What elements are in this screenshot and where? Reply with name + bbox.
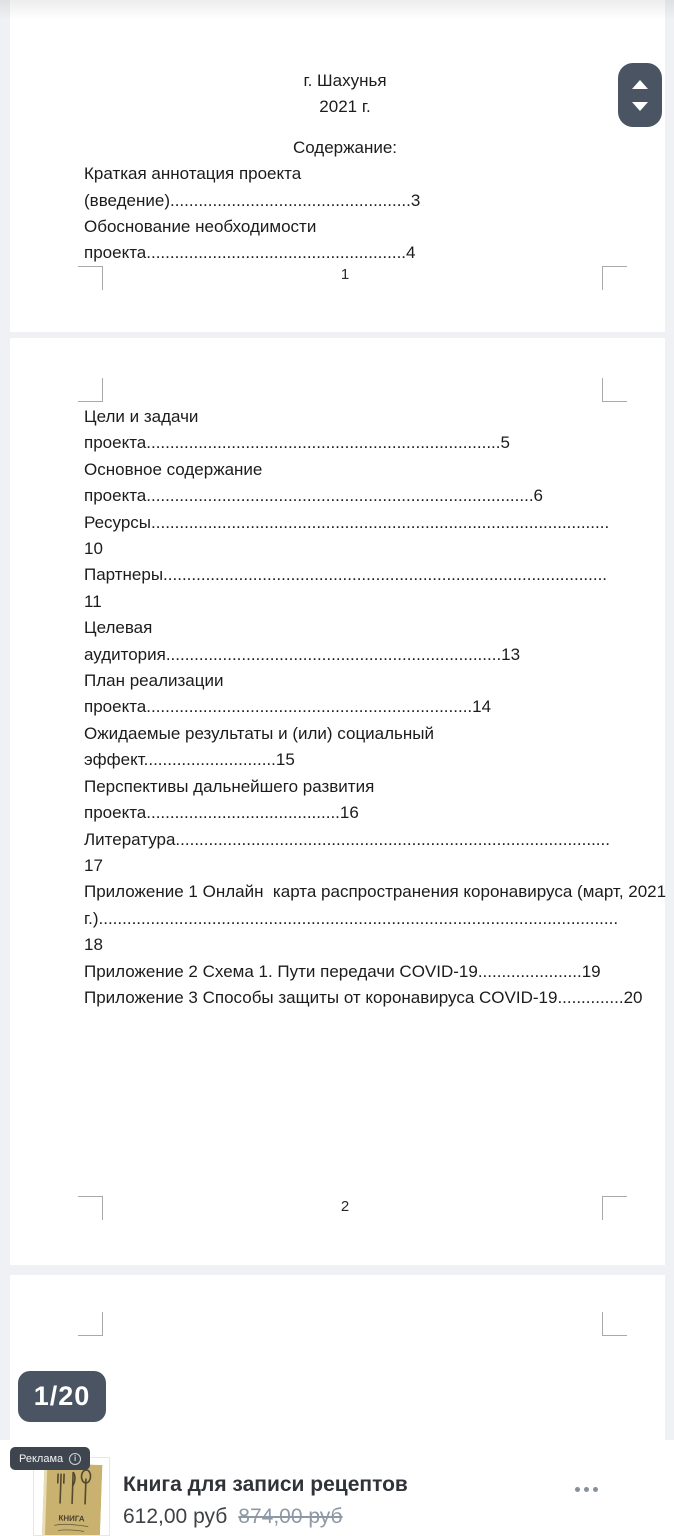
ad-label-badge[interactable] — [10, 1447, 90, 1470]
crop-mark-top-left — [78, 1312, 103, 1336]
crop-mark-bottom-right — [602, 1196, 627, 1220]
info-icon: i — [69, 1453, 81, 1465]
toc-line: Содержание: — [292, 137, 398, 157]
book-cover-art — [42, 1463, 103, 1536]
toc-line: Приложение 1 Онлайн карта распространения коронавируса (март, 2021 — [84, 882, 667, 902]
page-number: 2 — [340, 1198, 350, 1215]
toc-line: Приложение 2 Схема 1. Пути передачи COVID-19......................19 — [84, 961, 601, 981]
page-2-content — [84, 404, 667, 1011]
book-cover — [42, 1463, 103, 1536]
page-1-content — [84, 68, 606, 267]
toc-line: Перспективы дальнейшего развития — [84, 776, 375, 796]
toc-line: (введение)...................................................3 — [84, 190, 421, 210]
crop-mark-bottom-right — [602, 266, 627, 290]
dot-icon — [593, 1487, 598, 1492]
toc-line: Литература............................................................................................ — [84, 829, 610, 849]
toc-line: проекта.....................................................................14 — [84, 697, 492, 717]
toc-line: Ожидаемые результаты и (или) социальный — [84, 723, 435, 743]
toc-line: Приложение 3 Способы защиты от коронавируса COVID-19..............20 — [84, 987, 643, 1007]
crop-mark-top-right — [602, 378, 627, 402]
toc-line: Цели и задачи — [84, 407, 199, 426]
scroll-up-icon[interactable] — [632, 80, 648, 89]
crop-mark-bottom-left — [78, 1196, 103, 1220]
page-number: 1 — [340, 266, 350, 283]
toc-line: Обоснование необходимости — [84, 217, 317, 237]
document-page-3[interactable] — [10, 1275, 665, 1440]
toc-line: Партнеры.............................................................................................. — [84, 565, 608, 585]
toc-line: Ресурсы................................................................................................. — [84, 512, 610, 532]
toc-line: Краткая аннотация проекта — [84, 164, 302, 184]
crop-mark-top-right — [602, 1312, 627, 1336]
toc-line: проекта.........................................16 — [84, 803, 359, 823]
ad-price: 612,00 руб — [123, 1505, 228, 1528]
toc-line: 2021 г. — [319, 97, 371, 117]
crop-mark-bottom-left — [78, 266, 103, 290]
toc-line: 10 — [84, 539, 103, 559]
toc-line: План реализации — [84, 671, 224, 691]
ad-old-price: 874,00 руб — [238, 1505, 343, 1528]
dot-icon — [575, 1487, 580, 1492]
toc-line: проекта.......................................................4 — [84, 243, 416, 263]
toc-line: проекта...........................................................................5 — [84, 433, 510, 453]
page-indicator-badge — [18, 1371, 106, 1422]
toc-line: Основное содержание — [84, 459, 263, 479]
dot-icon — [584, 1487, 589, 1492]
ad-label: Реклама — [19, 1452, 64, 1465]
toc-line: 11 — [84, 591, 102, 611]
ad-menu-button[interactable] — [566, 1478, 606, 1500]
toc-line: г. Шахунья — [303, 71, 387, 90]
toc-line: проекта..................................................................................6 — [84, 486, 543, 506]
page-indicator-label: 1/20 — [33, 1381, 91, 1411]
document-page-1[interactable] — [10, 0, 665, 332]
crop-mark-top-left — [78, 378, 103, 402]
scroll-down-icon[interactable] — [632, 102, 648, 111]
document-page-2[interactable] — [10, 338, 665, 1265]
advertisement[interactable] — [0, 1440, 674, 1536]
toc-line: г.).............................................................................................................. — [84, 908, 619, 928]
toc-line: 18 — [84, 935, 103, 955]
toc-line: эффект............................15 — [84, 750, 295, 770]
ad-title[interactable]: Книга для записи рецептов — [123, 1473, 408, 1496]
toc-line: Целевая — [84, 618, 153, 638]
toc-line: 17 — [84, 855, 103, 875]
ad-prices — [123, 1505, 343, 1529]
toc-line: аудитория.......................................................................13 — [84, 644, 521, 664]
svg-text:КНИГА: КНИГА — [58, 1513, 85, 1524]
scroll-pill — [618, 63, 662, 127]
